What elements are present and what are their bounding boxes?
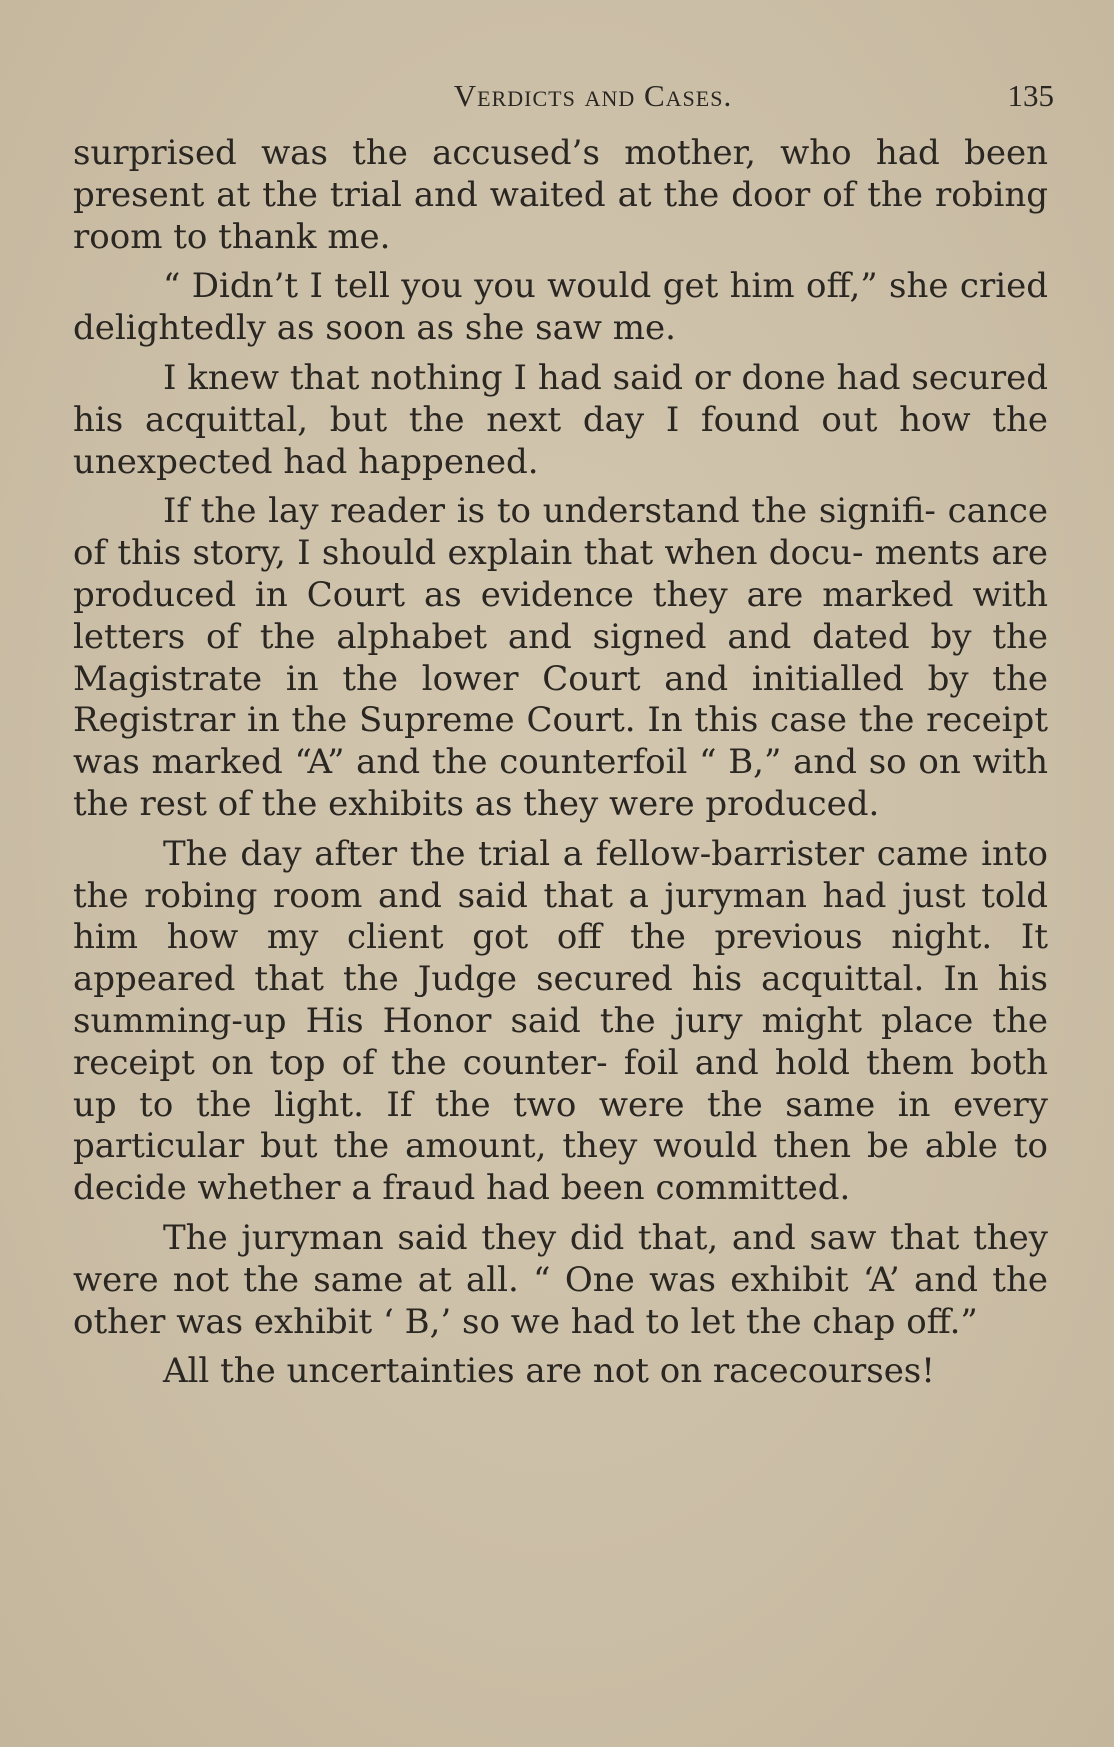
paragraph-exhibits-explanation: If the lay reader is to understand the signifi- cance of this story, I should explain that when docu- ments are produced in Court as evidence they are marked with letters of the alphabet and signed and dated by the Magistrate in the lower Court and initialled by the Registrar in the Supreme Court. In this case the receipt was marked “A” and the counterfoil “ B,” and so on with the rest of the exhibits as they were produced. <box>73 491 1048 824</box>
paragraph-fellow-barrister: The day after the trial a fellow-barrister came into the robing room and said that a juryman had just told him how my client got off the previous night. It appeared that the Judge secured his acquittal. In his summing-up His Honor said the jury might place the receipt on top of the counter- foil and hold them both up to the light. If the two were the same in every particular but the amount, they would then be able to decide whether a fraud had been committed. <box>73 833 1048 1209</box>
page-number: 135 <box>1007 78 1054 113</box>
paragraph-acquittal: I knew that nothing I had said or done had secured his acquittal, but the next day I found out how the unexpected had happened. <box>73 357 1048 482</box>
paragraph-juryman: The juryman said they did that, and saw that they were not the same at all. “ One was exhibit ‘A’ and the other was exhibit ‘ B,’ so we had to let the chap off.” <box>73 1217 1048 1342</box>
body-text <box>73 133 1048 1401</box>
running-title: Verdicts and Cases. <box>453 78 733 113</box>
paragraph-continuation: surprised was the accused’s mother, who had been present at the trial and waited at the door of the robing room to thank me. <box>73 133 1048 257</box>
paragraph-closing: All the uncertainties are not on racecourses! <box>163 1351 935 1392</box>
running-head <box>72 78 1054 118</box>
paragraph-mother-quote: “ Didn’t I tell you you would get him off,” she cried delightedly as soon as she saw me. <box>73 266 1048 349</box>
